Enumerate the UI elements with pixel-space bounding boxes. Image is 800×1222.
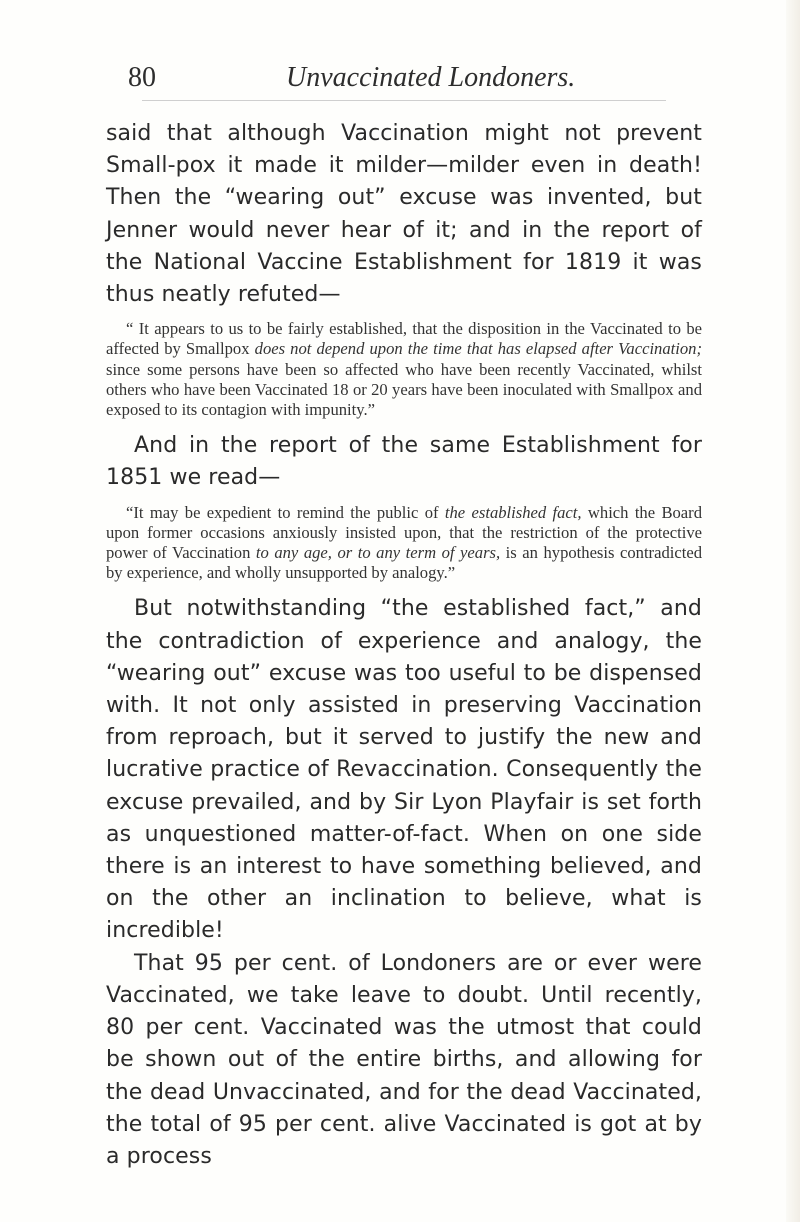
quote-1819-report — [106, 319, 702, 420]
quote-1851-text-b: which the Board upon former occasions anxiously insisted upon, that the restriction of the protective power of Vaccination — [106, 502, 702, 563]
running-title: Unvaccinated Londoners. — [286, 62, 576, 93]
quote-1851-italic-b: to any age, or to any term of years, — [255, 543, 501, 563]
quote-1851-report — [106, 503, 702, 584]
paragraph-3: But notwithstanding “the established fact,” and the contradiction of experience and analogy, the “wearing out” excuse was too useful to be dispensed with. It not only assisted in preserving Vaccination from reproach, but it served to justify the new and lucrative practice of Revaccination. Consequently the excuse prevailed, and by Sir Lyon Playfair is set forth as unquestioned matter-of-fact. When on one side there is an interest to have something believed, and on the other an inclination to believe, what is incredible! — [106, 596, 702, 944]
quote-1819-italic: does not depend upon the time that has elapsed after Vaccination; — [254, 339, 702, 359]
quote-1819-text-a: “ It appears to us to be fairly established, that the disposition in the Vaccinated to be affected by Smallpox — [106, 319, 702, 359]
page-number: 80 — [128, 62, 156, 93]
page-content — [106, 118, 702, 1173]
paragraph-2: And in the report of the same Establishment for 1851 we read— — [106, 433, 702, 491]
page-header — [128, 62, 688, 102]
quote-1851-text-a: “It may be expedient to remind the public of — [126, 502, 445, 522]
header-rule — [142, 100, 666, 101]
quote-1851-text-c: is an hypothesis contradicted by experience, and wholly unsupported by analogy.” — [106, 543, 702, 583]
paragraph-1: said that although Vaccination might not prevent Small-pox it made it milder—milder even in death! Then the “wearing out” excuse was invented, but Jenner would never hear of it; and in the report of the National Vaccine Establishment for 1819 it was thus neatly refuted— — [106, 121, 702, 308]
quote-1851-italic-a: the established fact, — [444, 502, 582, 522]
page-edge-shading — [786, 0, 800, 1222]
paragraph-4: That 95 per cent. of Londoners are or ever were Vaccinated, we take leave to doubt. Until recently, 80 per cent. Vaccinated was the utmost that could be shown out of the entire births, and allowing for the dead Unvaccinated, and for the dead Vaccinated, the total of 95 per cent. alive Vaccinated is got at by a process — [106, 950, 702, 1169]
quote-1819-text-b: since some persons have been so affected who have been recently Vaccinated, whilst others who have been Vaccinated 18 or 20 years have been inoculated with Smallpox and exposed to its contagion with impunity.” — [106, 359, 702, 420]
